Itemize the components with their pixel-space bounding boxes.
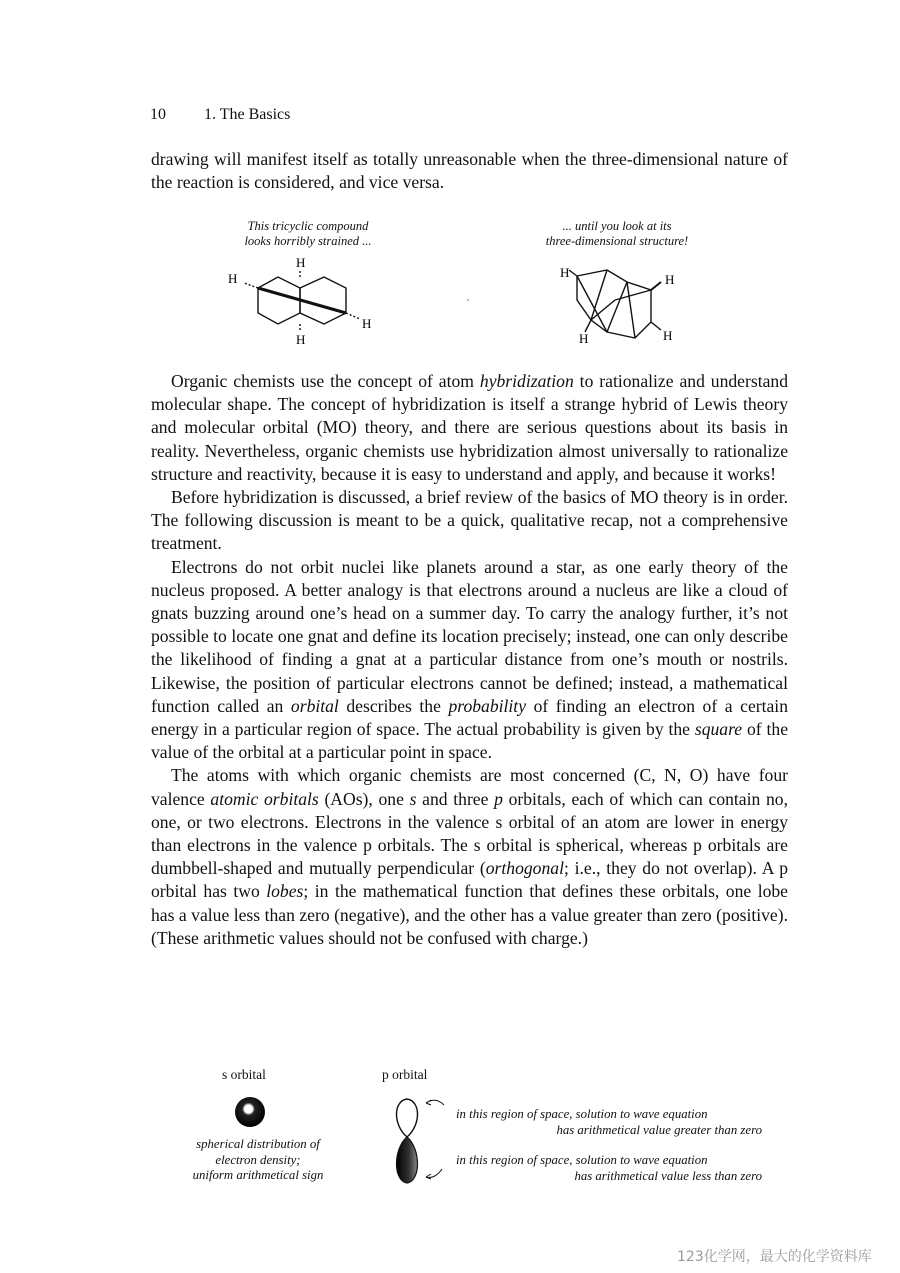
- tricyclic-3d-structure: [555, 260, 695, 345]
- left-caption-line-1: This tricyclic compound: [247, 219, 369, 233]
- intro-text: drawing will manifest itself as totally unreasonable when the three-dimensional nature of the reaction is considered, and vice versa.: [151, 149, 788, 193]
- s-orbital-label: s orbital: [222, 1067, 266, 1082]
- term-orthogonal: orthogonal: [485, 858, 564, 879]
- term-lobes: lobes: [266, 881, 304, 902]
- h3d-label-top-left: H: [560, 265, 570, 280]
- right-caption: [512, 219, 722, 249]
- h3d-label-top-right: H: [665, 272, 675, 287]
- term-s: s: [409, 788, 417, 809]
- term-orbital: orbital: [290, 695, 339, 716]
- paragraph-atomic-orbitals: The atoms with which organic chemists are most concerned (C, N, O) have four valence atomic orbitals (AOs), one s and three p orbitals, each of which can contain no, one, or two electrons. Electrons in the valence s orbital of an atom are lower in energy than electrons in the valence p orbitals. The s orbital is spherical, whereas p orbitals are dumbbell-shaped and mutually perpendicular (orthogonal; i.e., they do not overlap). A p orbital has two lobes; in the mathematical function that defines these orbitals, one lobe has a value less than zero (negative), and the other has a value greater than zero (positive). (These arithmetic values should not be confused with charge.): [151, 765, 788, 948]
- positive-note-line-2: has arithmetical value greater than zero: [556, 1122, 762, 1137]
- s-caption-line-2: electron density;: [215, 1152, 301, 1167]
- h-label-top: H: [296, 255, 306, 270]
- s-orbital-caption: [178, 1137, 338, 1184]
- p-orbital-dumbbell: [390, 1093, 460, 1188]
- body-text: [151, 370, 788, 950]
- term-p: p: [494, 788, 503, 809]
- tricyclic-2d-structure: [220, 255, 390, 350]
- paragraph-mo-review: Before hybridization is discussed, a brief review of the basics of MO theory is in order. The following discussion is meant to be a quick, qualitative recap, not a comprehensive treatment.: [151, 487, 788, 554]
- term-probability: probability: [448, 695, 527, 716]
- s-orbital-sphere: [230, 1092, 270, 1132]
- left-caption: [218, 219, 398, 249]
- decorative-dot: [467, 299, 469, 301]
- negative-lobe-note: [452, 1153, 762, 1184]
- left-caption-line-2: looks horribly strained ...: [244, 234, 372, 248]
- watermark: 123化学网，最大的化学资料库: [677, 1249, 872, 1265]
- running-title: 1. The Basics: [204, 106, 291, 123]
- page-number: 10: [150, 106, 166, 123]
- negative-note-line-2: has arithmetical value less than zero: [574, 1168, 762, 1183]
- term-atomic-orbitals: atomic orbitals: [210, 788, 319, 809]
- s-caption-line-3: uniform arithmetical sign: [192, 1168, 324, 1182]
- paragraph-electrons: Electrons do not orbit nuclei like planets around a star, as one early theory of the nucleus proposed. A better analogy is that electrons around a nucleus are like a cloud of gnats buzzing around one’s head on a summer day. To carry the analogy further, it’s not possible to locate one gnat and define its location precisely; instead, one can only describe the likelihood of finding a gnat at a particular distance from one’s mouth or nostrils. Likewise, the position of particular electrons cannot be defined; instead, a mathematical function called an orbital describes the probability of finding an electron of a certain energy in a particular region of space. The actual probability is given by the square of the value of the orbital at a particular point in space.: [151, 556, 788, 763]
- paragraph-hybridization: Organic chemists use the concept of atom hybridization to rationalize and understand molecular shape. The concept of hybridization is itself a strange hybrid of Lewis theory and molecular orbital (MO) theory, and there are serious questions about its basis in reality. Nevertheless, organic chemists use hybridization almost universally to rationalize structure and reactivity, because it is easy to understand and apply, and because it works!: [151, 371, 788, 484]
- p-orbital-label: p orbital: [382, 1067, 428, 1082]
- h3d-label-bottom-left: H: [579, 331, 589, 345]
- h-label-bottom: H: [296, 332, 306, 347]
- h-label-right: H: [362, 316, 372, 331]
- positive-lobe-note: [452, 1107, 762, 1138]
- positive-note-line-1: in this region of space, solution to wave equation: [456, 1107, 708, 1121]
- right-caption-line-2: three-dimensional structure!: [545, 234, 689, 248]
- right-caption-line-1: ... until you look at its: [562, 219, 672, 233]
- intro-paragraph: [151, 148, 788, 194]
- page-header: [150, 106, 290, 124]
- s-caption-line-1: spherical distribution of: [196, 1137, 320, 1151]
- term-square: square: [694, 719, 743, 740]
- negative-note-line-1: in this region of space, solution to wave equation: [456, 1153, 708, 1167]
- term-hybridization: hybridization: [479, 371, 574, 391]
- h3d-label-bottom-right: H: [663, 328, 673, 343]
- h-label-left: H: [228, 271, 238, 286]
